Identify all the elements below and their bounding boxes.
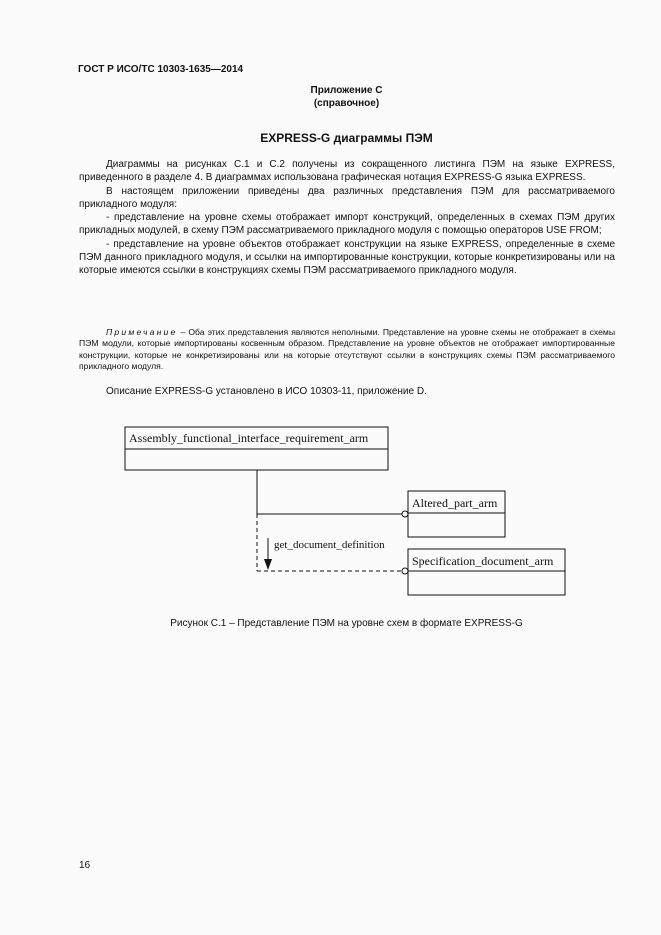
schema-box-main — [125, 427, 388, 470]
reference-from-link — [257, 514, 408, 574]
description: Описание EXPRESS-G установлено в ИСО 10303-11, приложение D. — [106, 386, 427, 397]
paragraph-representations: В настоящем приложении приведены два различных представления ПЭМ для рассматриваемого прикладного модуля: — [79, 185, 615, 210]
reference-end-circle — [402, 568, 408, 574]
reference-arrow-head — [264, 559, 272, 570]
page-number: 16 — [79, 860, 91, 871]
paragraph-intro: Диаграммы на рисунках С.1 и С.2 получены из сокращенного листинга ПЭМ на языке EXPRESS, приведенного в разделе 4. В диаграммах использована графическая нотация EXPRESS-G языка EXPRESS. — [79, 159, 615, 184]
reference-label: get_document_definition — [274, 539, 385, 551]
paragraph-entity-level: - представление на уровне объектов отображает конструкции на языке EXPRESS, определенные в схеме ПЭМ данного прикладного модуля, и ссылки на импортированные конструкции, которые конкретизированы или на которые имеются ссылки в конструкциях схемы ПЭМ рассматриваемого прикладного модуля. — [79, 238, 615, 277]
figure-caption: Рисунок С.1 – Представление ПЭМ на уровне схем в формате EXPRESS-G — [170, 618, 523, 629]
schema-box-referenced — [408, 549, 565, 595]
annex-kind: (справочное) — [313, 98, 380, 109]
note-text: – Оба этих представления являются неполными. Представление на уровне схемы не отображает в схемы ПЭМ модули, которые импортированы косвенным образом. Представление на уровне объектов не отображает импортированные конструкции, которые не конкретизированы или на которые отсутствуют ссылки в конструкциях схемы ПЭМ рассматриваемого прикладного модуля. — [79, 327, 615, 372]
schema-box-used — [408, 491, 505, 537]
standard-id: ГОСТ Р ИСО/ТС 10303-1635—2014 — [78, 64, 244, 75]
annex-label: Приложение С — [310, 85, 383, 96]
section-title: EXPRESS-G диаграммы ПЭМ — [260, 131, 433, 145]
schema-name-referenced: Specification_document_arm — [412, 554, 554, 568]
use-from-end-circle — [402, 511, 408, 517]
note-label: Примечание — [106, 327, 178, 337]
schema-name-main: Assembly_functional_interface_requirement_arm — [129, 431, 369, 445]
use-from-link — [257, 470, 408, 517]
schema-name-used: Altered_part_arm — [412, 496, 498, 510]
paragraph-schema-level: - представление на уровне схемы отображает импорт конструкций, определенных в схемах ПЭМ других прикладных модулей, в схему ПЭМ рассматриваемого прикладного модуля с помощью операторов USE FROM; — [79, 212, 615, 237]
